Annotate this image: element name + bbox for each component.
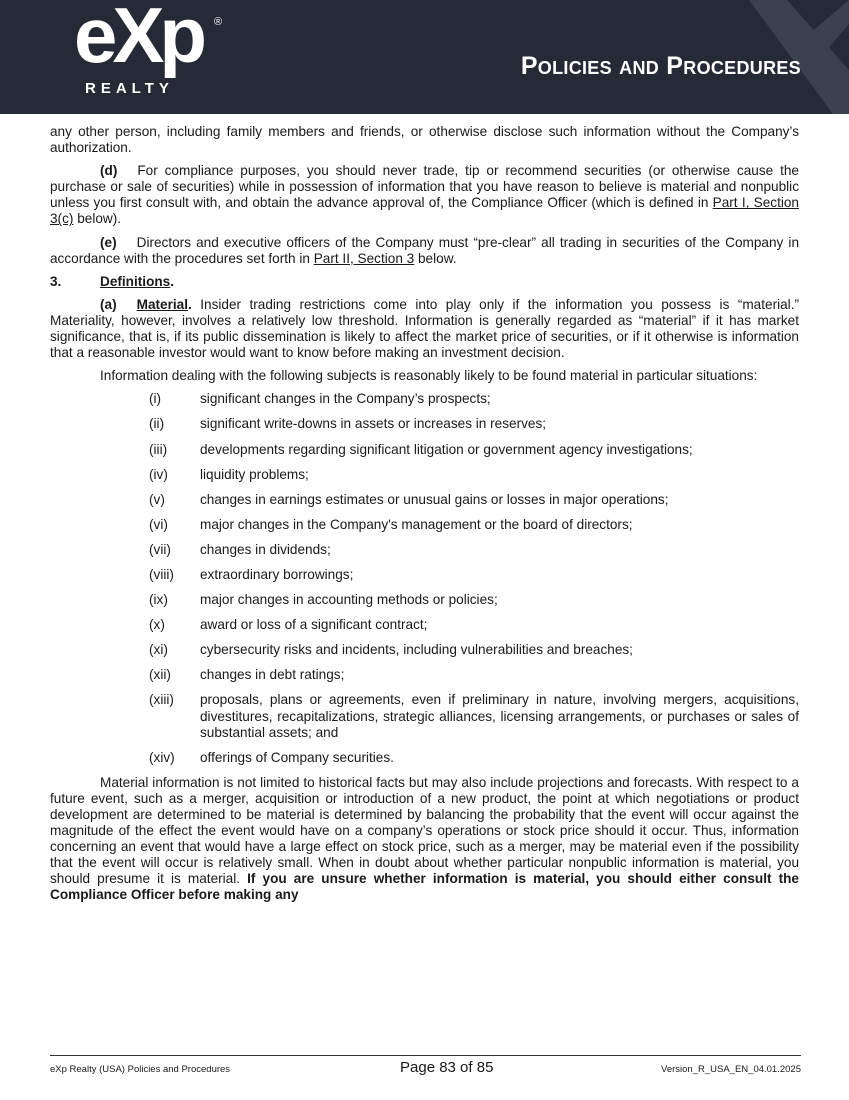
paragraph-a-label: (a)	[100, 296, 117, 312]
list-item	[50, 492, 799, 508]
exp-realty-logo	[74, 0, 234, 104]
list-item-text: offerings of Company securities.	[200, 749, 394, 765]
list-item-number: (v)	[149, 491, 165, 507]
part-i-section-3c-link[interactable]: Part I, Section 3(c)	[50, 195, 799, 227]
list-item-text: major changes in the Company's management or the board of directors;	[200, 516, 633, 532]
list-item-text: significant write-downs in assets or increases in reserves;	[200, 416, 547, 432]
paragraph-final-bold: If you are unsure whether information is material, you should either consult the Compliance Officer before making any	[50, 871, 799, 903]
list-item	[50, 567, 799, 583]
list-item-text: award or loss of a significant contract;	[200, 617, 428, 633]
list-item-number: (ix)	[149, 592, 168, 608]
section-title: Definitions	[100, 273, 171, 289]
list-item	[50, 442, 799, 458]
list-item-number: (ii)	[149, 416, 165, 432]
list-item-number: (iv)	[149, 466, 168, 482]
list-item-number: (xiii)	[149, 692, 174, 708]
paragraph-d-label: (d)	[100, 163, 118, 179]
list-item-number: (xi)	[149, 642, 168, 658]
paragraph-final-text: Material information is not limited to historical facts but may also include projections and forecasts. With respect to a future event, such as a merger, acquisition or introduction of a new product, the point at which negotiations or product development are determined to be material is determined by balancing the probability that the event will occur against the magnitude of the effect the event would have on a company’s operations or stock price should it occur. Thus, information concerning an event that would have a large effect on stock price, such as a merger, may be material even if the possibility that the event will occur is relatively small. When in doubt about whether particular nonpublic information is material, you should presume it is material.	[50, 774, 799, 887]
list-item-text: developments regarding significant litigation or government agency investigations;	[200, 441, 693, 457]
list-item-text: changes in earnings estimates or unusual gains or losses in major operations;	[200, 491, 669, 507]
part-ii-section-3-link[interactable]: Part II, Section 3	[313, 250, 415, 266]
list-item	[50, 517, 799, 533]
list-item	[50, 416, 799, 432]
list-item	[50, 542, 799, 558]
list-item-text: cybersecurity risks and incidents, including vulnerabilities and breaches;	[200, 642, 633, 658]
list-item	[50, 391, 799, 407]
paragraph-e-text: Directors and executive officers of the Company must “pre-clear” all trading in securities of the Company in accordance with the procedures set forth in	[50, 234, 799, 266]
list-item	[50, 750, 799, 766]
paragraph-a: (a) Material. Insider trading restrictions come into play only if the information you possess is “material.” Materiality, however, involves a relatively low threshold. Information is generally regarded as “material” if it has market significance, that is, if its public dissemination is likely to affect the market price of securities, or if it otherwise is information that a reasonable investor would want to know before making an investment decision.	[50, 296, 799, 361]
document-title: Policies and Procedures	[520, 52, 801, 80]
list-item-text: liquidity problems;	[200, 466, 309, 482]
page-number: Page 83 of 85	[400, 1059, 494, 1076]
list-item-text: proposals, plans or agreements, even if preliminary in nature, involving mergers, acquisitions, divestitures, recapitalizations, strategic alliances, licensing arrangements, or purchases or sales of substantial assets; and	[200, 692, 799, 740]
paragraph-subjects: Information dealing with the following subjects is reasonably likely to be found material in particular situations:	[100, 368, 758, 384]
material-term: Material	[136, 296, 188, 312]
list-item	[50, 642, 799, 658]
logo-registered-mark: ®	[214, 16, 223, 28]
list-item	[50, 467, 799, 483]
list-item-number: (vii)	[149, 541, 171, 557]
paragraph-final	[50, 775, 799, 904]
footer-version: Version_R_USA_EN_04.01.2025	[661, 1064, 801, 1075]
list-item-text: extraordinary borrowings;	[200, 566, 354, 582]
list-item	[50, 592, 799, 608]
header-banner	[0, 0, 849, 114]
list-item-number: (vi)	[149, 516, 168, 532]
list-item-number: (x)	[149, 617, 165, 633]
paragraph-e: (e) Directors and executive officers of the Company must “pre-clear” all trading in securities of the Company in accordance with the procedures set forth in Part II, Section 3 below.	[50, 234, 799, 266]
list-item-text: significant changes in the Company’s prospects;	[200, 391, 491, 407]
list-item-number: (iii)	[149, 441, 168, 457]
list-item-text: changes in debt ratings;	[200, 667, 345, 683]
list-item-text: changes in dividends;	[200, 541, 331, 557]
section-heading: 3. Definitions.	[50, 273, 175, 289]
section-number: 3.	[50, 273, 62, 289]
logo-wordmark: eXp	[74, 0, 203, 79]
list-item-number: (viii)	[149, 566, 174, 582]
list-item-text: major changes in accounting methods or policies;	[200, 592, 498, 608]
logo-realty-text: REALTY	[85, 80, 174, 97]
footer-document-name: eXp Realty (USA) Policies and Procedures	[50, 1064, 231, 1075]
material-subjects-list	[50, 391, 799, 766]
paragraph-intro: any other person, including family members and friends, or otherwise disclose such information without the Company’s authorization.	[50, 124, 799, 156]
paragraph-d-text: For compliance purposes, you should never trade, tip or recommend securities (or otherwise cause the purchase or sale of securities) while in possession of information that you have reason to believe is material and nonpublic unless you first consult with, and obtain the advance approval of, the Compliance Officer (which is defined in	[50, 163, 799, 211]
paragraph-d: (d) For compliance purposes, you should never trade, tip or recommend securities (or otherwise cause the purchase or sale of securities) while in possession of information that you have reason to believe is material and nonpublic unless you first consult with, and obtain the advance approval of, the Compliance Officer (which is defined in Part I, Section 3(c) below).	[50, 163, 799, 227]
list-item	[50, 667, 799, 683]
footer-divider	[50, 1055, 801, 1056]
list-item-number: (xii)	[149, 667, 171, 683]
paragraph-e-label: (e)	[100, 234, 117, 250]
list-item-number: (xiv)	[149, 749, 175, 765]
paragraph-a-text: Insider trading restrictions come into play only if the information you possess is “material.” Materiality, however, involves a relatively low threshold. Information is generally regarded as “material” if it has market significance, that is, if its public dissemination is likely to affect the market price of securities, or if it otherwise is information that a reasonable investor would want to know before making an investment decision.	[50, 296, 799, 361]
document-body	[50, 124, 799, 911]
list-item	[50, 692, 799, 740]
list-item-number: (i)	[149, 391, 162, 407]
list-item	[50, 617, 799, 633]
